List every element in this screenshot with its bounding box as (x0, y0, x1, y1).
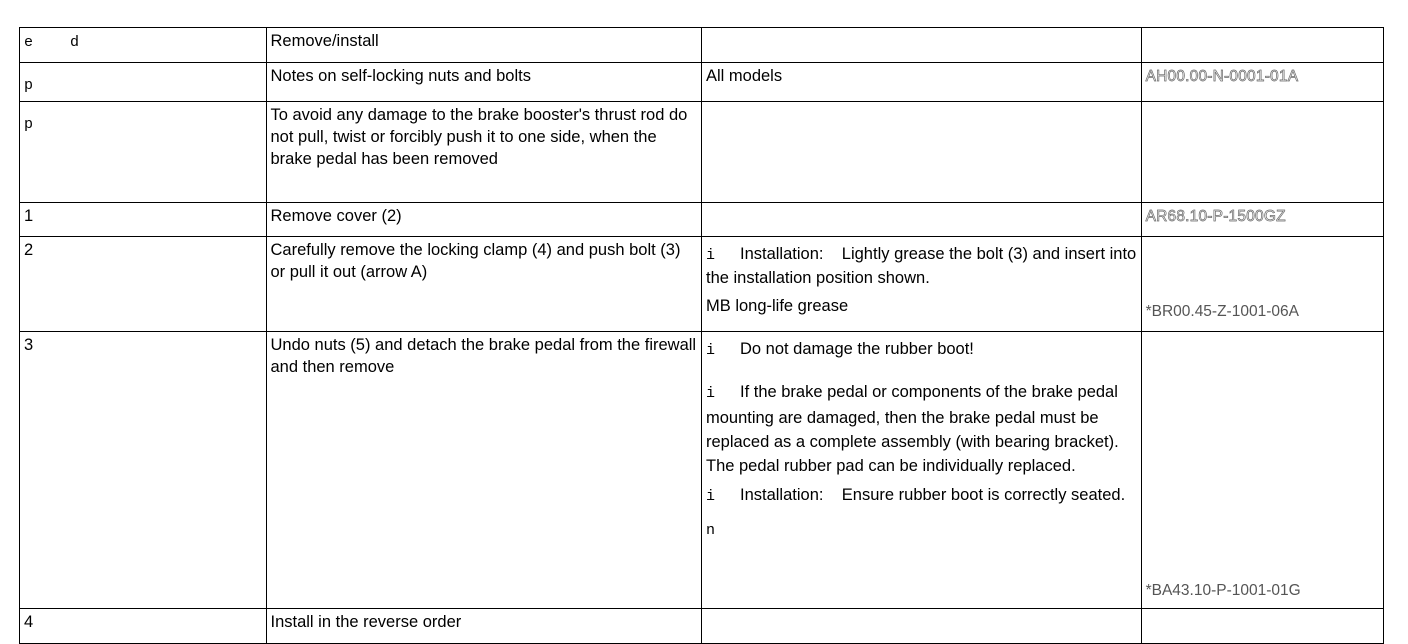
tool-note (706, 518, 1137, 542)
step-text: To avoid any damage to the brake booster's thrust rod do not pull, twist or forcibly push it to one side, when the brake pedal has been removed (266, 102, 701, 203)
installation-note: i Installation: Lightly grease the bolt (3) and insert into the installation position shown. (705, 245, 1141, 287)
info-icon: i (705, 385, 715, 402)
table-row (20, 203, 1384, 237)
step-text: Carefully remove the locking clamp (4) and push bolt (3) or pull it out (arrow A) (266, 237, 701, 332)
section-title: Remove/install (266, 28, 701, 63)
table-row-header (20, 28, 1384, 63)
reference-link[interactable]: AR68.10-P-1500GZ (1141, 203, 1383, 237)
warning-note: i Do not damage the rubber boot! (706, 338, 1137, 362)
notes-cell (701, 237, 1141, 332)
notes-cell (701, 332, 1141, 609)
tool-icon: n (705, 522, 715, 539)
material-name: MB long-life grease (705, 297, 849, 315)
empty-cell (1141, 609, 1383, 644)
row-marker: p (20, 102, 267, 203)
info-icon: i (705, 247, 715, 264)
reference-link[interactable]: *BR00.45-Z-1001-06A (1141, 237, 1383, 332)
table-row (20, 102, 1384, 203)
row-marker: 3 (20, 332, 267, 609)
step-text: Remove cover (2) (266, 203, 701, 237)
empty-cell (701, 609, 1141, 644)
empty-cell (1141, 28, 1383, 63)
procedure-table (19, 27, 1384, 644)
info-icon: i (705, 488, 715, 505)
row-marker: 2 (20, 237, 267, 332)
applies-to: All models (701, 63, 1141, 102)
table-row (20, 609, 1384, 644)
empty-cell (701, 102, 1141, 203)
step-text: Install in the reverse order (266, 609, 701, 644)
table-row (20, 332, 1384, 609)
installation-note: i Installation: Ensure rubber boot is correctly seated. (706, 484, 1137, 508)
table-row (20, 63, 1384, 102)
damage-note: i If the brake pedal or components of the brake pedal mounting are damaged, then the brake pedal must be replaced as a complete assembly (with bearing bracket). The pedal rubber pad can be individually replaced. (705, 383, 1119, 475)
table-row (20, 237, 1384, 332)
empty-cell (701, 203, 1141, 237)
reference-link[interactable]: AH00.00-N-0001-01A (1141, 63, 1383, 102)
empty-cell (701, 28, 1141, 63)
empty-cell (1141, 102, 1383, 203)
row-marker: 4 (20, 609, 267, 644)
reference-link[interactable]: *BA43.10-P-1001-01G (1141, 332, 1383, 609)
step-text: Undo nuts (5) and detach the brake pedal from the firewall and then remove (266, 332, 701, 609)
step-text: Notes on self-locking nuts and bolts (266, 63, 701, 102)
row-marker: p (20, 63, 267, 102)
info-icon: i (705, 342, 715, 359)
section-code: e d (20, 28, 267, 63)
row-marker: 1 (20, 203, 267, 237)
